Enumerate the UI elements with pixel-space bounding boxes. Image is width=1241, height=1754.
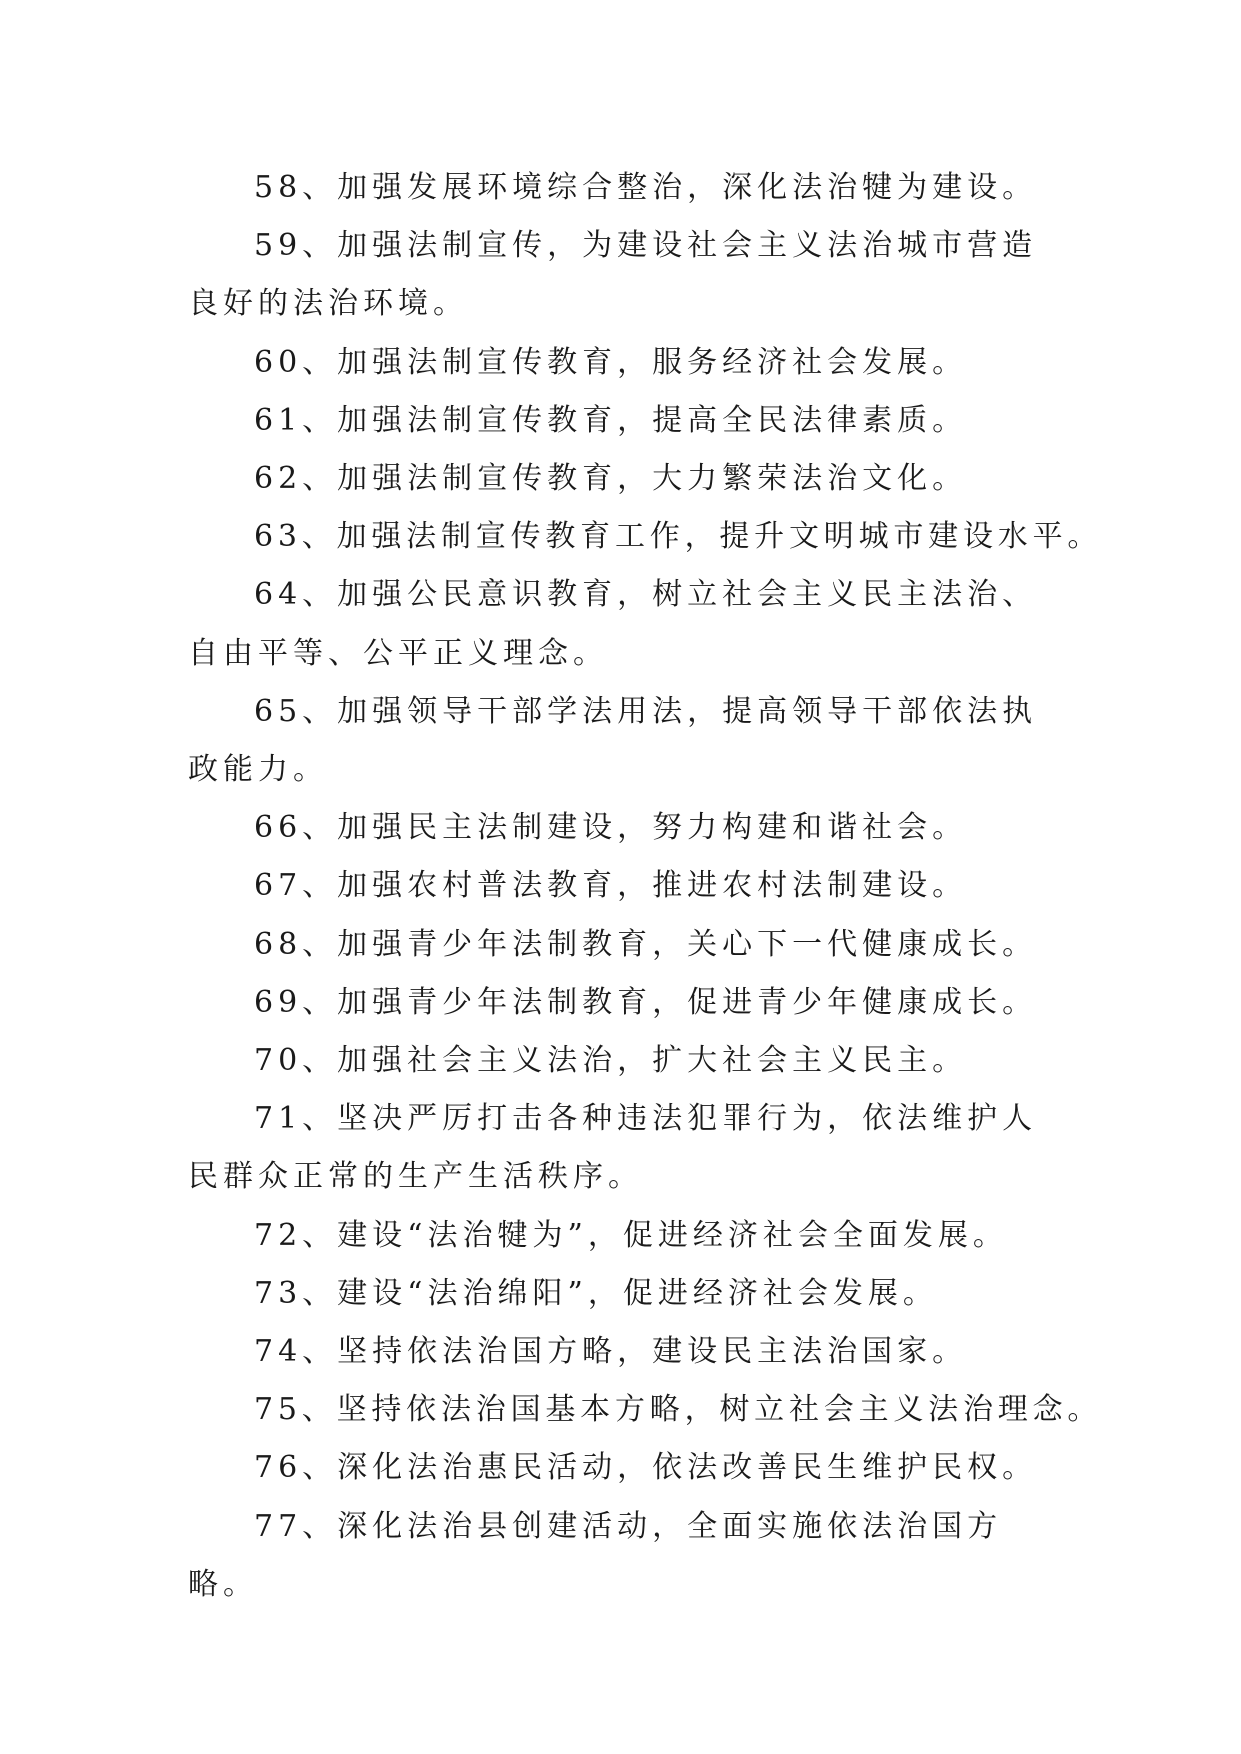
paragraph-70: 70、加强社会主义法治，扩大社会主义民主。 [254,1043,968,1079]
paragraph-72: 72、建设“法治犍为”，促进经济社会全面发展。 [254,1217,1008,1253]
paragraph-74: 74、坚持依法治国方略，建设民主法治国家。 [254,1334,968,1370]
paragraph-68: 68、加强青少年法制教育，关心下一代健康成长。 [254,926,1038,962]
paragraph-76: 76、深化法治惠民活动，依法改善民生维护民权。 [254,1450,1038,1486]
paragraph-60: 60、加强法制宣传教育，服务经济社会发展。 [254,344,968,380]
paragraph-77: 77、深化法治县创建活动，全面实施依法治国方略。 [188,1508,1003,1602]
paragraph-67: 67、加强农村普法教育，推进农村法制建设。 [254,868,968,904]
paragraph-71: 71、坚决严厉打击各种违法犯罪行为，依法维护人民群众正常的生产生活秩序。 [188,1101,1038,1195]
paragraph-59: 59、加强法制宣传，为建设社会主义法治城市营造良好的法治环境。 [188,228,1038,322]
paragraph-65: 65、加强领导干部学法用法，提高领导干部依法执政能力。 [188,693,1038,788]
paragraph-66: 66、加强民主法制建设，努力构建和谐社会。 [254,810,968,846]
paragraph-73: 73、建设“法治绵阳”，促进经济社会发展。 [254,1275,938,1311]
paragraph-69: 69、加强青少年法制教育，促进青少年健康成长。 [254,984,1038,1020]
paragraph-58: 58、加强发展环境综合整治，深化法治犍为建设。 [254,170,1038,205]
paragraph-62: 62、加强法制宣传教育，大力繁荣法治文化。 [254,461,968,497]
paragraph-75: 75、坚持依法治国基本方略，树立社会主义法治理念。 [254,1392,1103,1428]
document-body [188,159,1103,1614]
paragraph-61: 61、加强法制宣传教育，提高全民法律素质。 [254,402,968,438]
paragraph-63: 63、加强法制宣传教育工作，提升文明城市建设水平。 [254,519,1103,555]
paragraph-64: 64、加强公民意识教育，树立社会主义民主法治、自由平等、公平正义理念。 [188,577,1038,671]
